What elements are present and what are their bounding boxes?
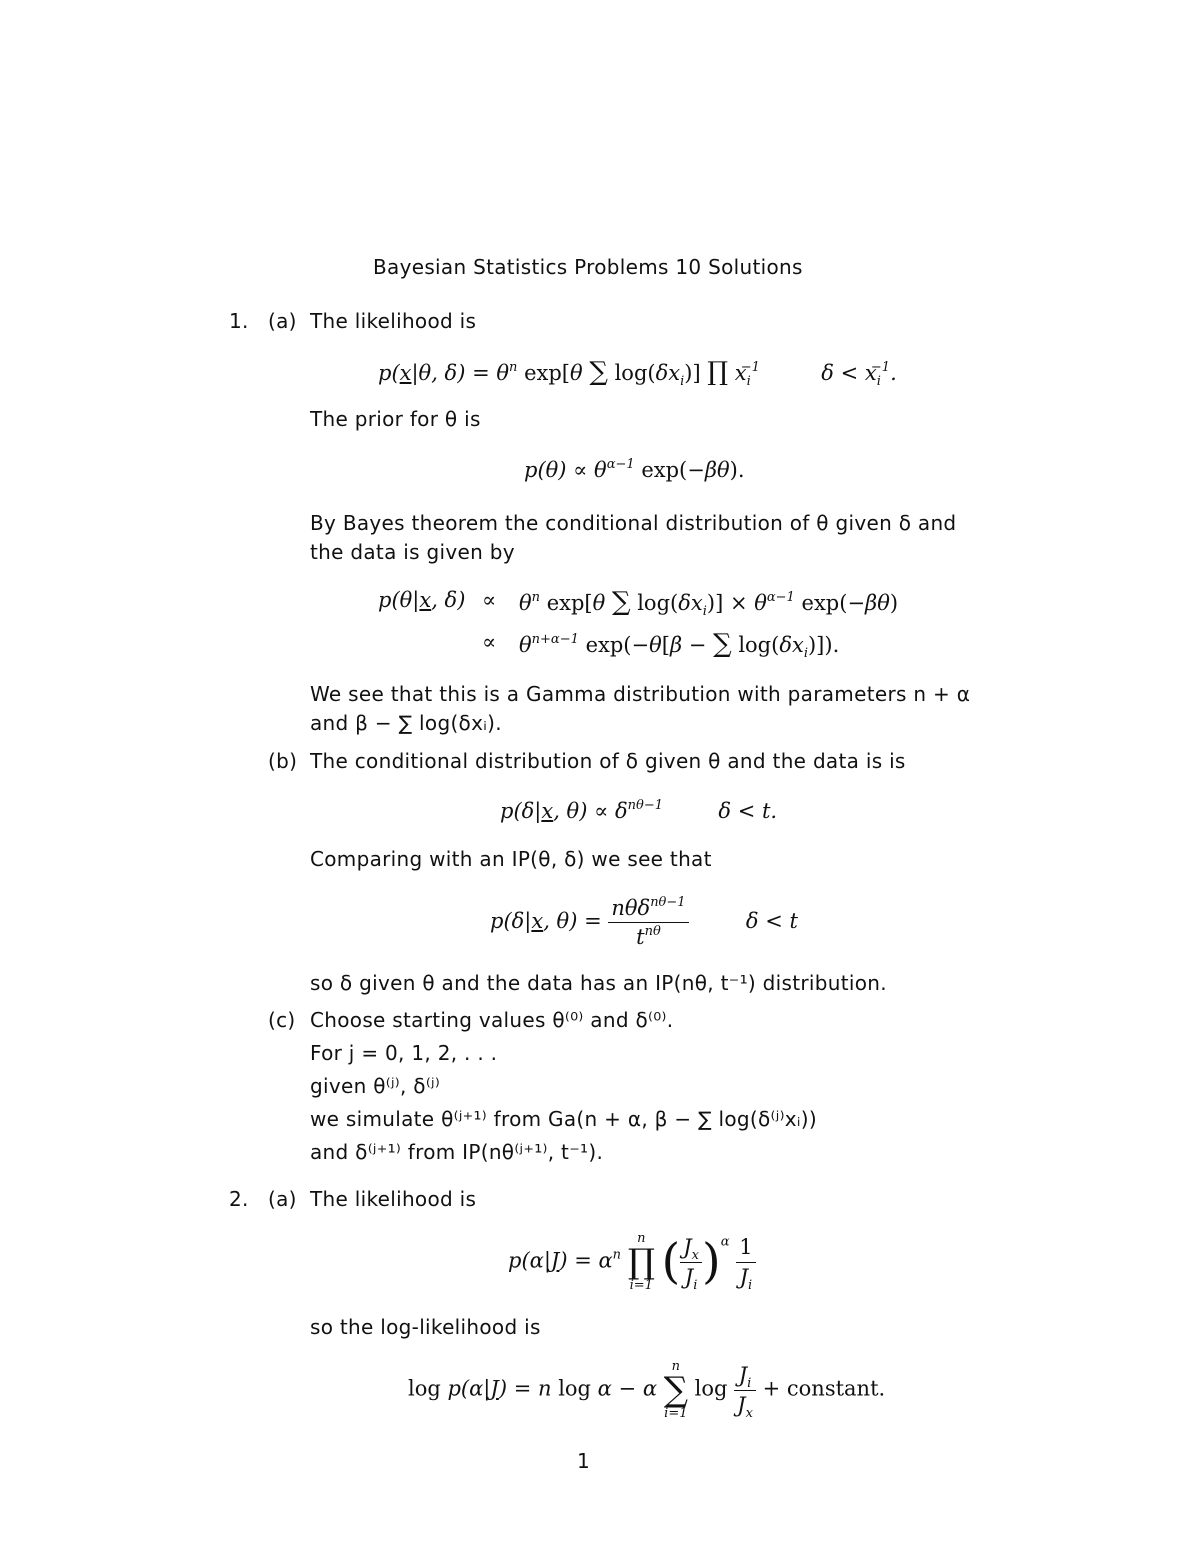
question-1-number: 1.: [229, 309, 249, 333]
likelihood-equation: p(x|θ, $\delta) = \theta^n$ exp[θ ∑ $\log(\delta x_i)$] ∏ $x_i^{-1}$ $\delta < x_i^{-1}$.: [378, 357, 897, 389]
prior-equation: $p(\theta) \propto \theta^{\alpha-1}$ exp(−βθ).: [524, 457, 745, 482]
q1c-line-1: Choose starting values θ⁽⁰⁾ and δ⁽⁰⁾.: [310, 1008, 674, 1032]
q2a-intro: The likelihood is: [310, 1187, 477, 1211]
posterior-theta-rhs-1: $\theta^n$ exp[θ ∑ $\log(\delta x_i)] \times \theta^{\alpha-1}$ exp(−βθ): [519, 587, 899, 619]
q1a-gamma-text-2: and β − ∑ log(δxᵢ).: [310, 711, 502, 735]
q1a-prior-text: The prior for θ is: [310, 407, 481, 431]
q1c-line-4: we simulate θ⁽ʲ⁺¹⁾ from Ga(n + α, β − ∑ log(δ⁽ʲ⁾xᵢ)): [310, 1107, 817, 1131]
ip-density-equation: p(δ|x, θ) = $\frac{n\theta\delta^{n\theta-1}}{t^{n\theta}}$ δ < t: [490, 895, 798, 950]
q2a-label: (a): [268, 1187, 297, 1211]
q1c-line-3: given θ⁽ʲ⁾, δ⁽ʲ⁾: [310, 1074, 441, 1098]
q1b-conclusion: so δ given θ and the data has an IP(nθ, t⁻¹) distribution.: [310, 971, 887, 995]
q1b-compare-text: Comparing with an IP(θ, δ) we see that: [310, 847, 712, 871]
page-title: Bayesian Statistics Problems 10 Solutions: [373, 255, 803, 279]
posterior-theta-line-1: p(θ|x, δ): [378, 588, 466, 612]
q1a-gamma-text-1: We see that this is a Gamma distribution with parameters n + α: [310, 682, 971, 706]
proportional-symbol-2: ∝: [482, 630, 497, 654]
q1b-label: (b): [268, 749, 298, 773]
pareto-likelihood-equation: $p(\alpha|J) = \alpha^n$ n ∏ i=1 ( $\frac{J_x}{J_i}$ )$^\alpha$ $\frac{1}{J_i}$: [508, 1232, 756, 1292]
q1c-label: (c): [268, 1008, 296, 1032]
q1c-line-2: For j = 0, 1, 2, . . .: [310, 1041, 498, 1065]
q1c-line-5: and δ⁽ʲ⁺¹⁾ from IP(nθ⁽ʲ⁺¹⁾, t⁻¹).: [310, 1140, 604, 1164]
q2a-loglik-text: so the log-likelihood is: [310, 1315, 541, 1339]
q1a-label: (a): [268, 309, 297, 333]
conditional-delta-equation: p(δ|x, $\theta) \propto \delta^{n\theta-1}$ δ < t.: [500, 798, 778, 823]
q1a-intro: The likelihood is: [310, 309, 477, 333]
q1b-intro: The conditional distribution of δ given θ and the data is is: [310, 749, 906, 773]
page-number: 1: [577, 1449, 591, 1473]
posterior-theta-rhs-2: $\theta^{n+\alpha-1}$ exp(−θ[β − ∑ $\log(\delta x_i)$]).: [519, 629, 840, 661]
log-likelihood-equation: log p(α|J) = n log α − α n ∑ i=1 log $\frac{J_i}{J_x}$ + constant.: [408, 1359, 886, 1421]
q1a-bayes-text-2: the data is given by: [310, 540, 515, 564]
proportional-symbol-1: ∝: [482, 588, 497, 612]
q1a-bayes-text-1: By Bayes theorem the conditional distribution of θ given δ and: [310, 511, 957, 535]
question-2-number: 2.: [229, 1187, 249, 1211]
